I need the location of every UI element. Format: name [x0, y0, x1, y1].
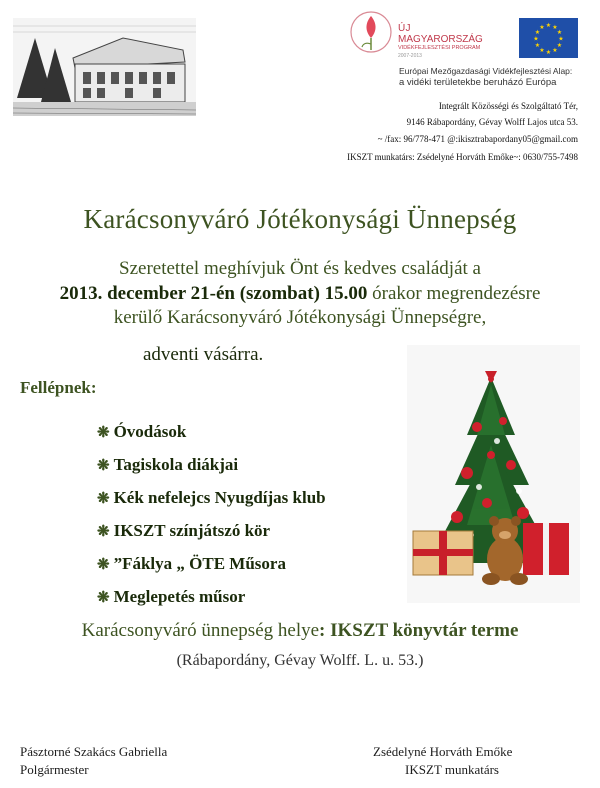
performer-name: Meglepetés műsor: [113, 587, 246, 606]
performer-item: [97, 587, 245, 607]
contact-staff: IKSZT munkatárs: Zsédelyné Horváth Emőke~: 0630/755-7498: [347, 152, 578, 162]
svg-text:★: ★: [534, 29, 541, 36]
svg-text:★: ★: [556, 42, 563, 49]
location-prefix: Karácsonyváró ünnepség helye: [81, 620, 320, 641]
event-location: [0, 620, 600, 642]
performer-item: [97, 488, 326, 508]
performer-name: Óvodások: [113, 422, 187, 441]
contact-address: 9146 Rábapordány, Gévay Wolff Lajos utca 53.: [406, 117, 578, 127]
svg-text:★: ★: [558, 35, 564, 43]
snowflake-bullet-icon: ❋: [97, 491, 110, 507]
logo-subtitle: VIDÉKFEJLESZTÉSI PROGRAM: [398, 45, 481, 51]
snowflake-bullet-icon: ❋: [97, 590, 110, 606]
svg-text:★: ★: [534, 42, 541, 49]
svg-text:★: ★: [545, 22, 552, 29]
performer-name: ”Fáklya „ ÖTE Műsora: [113, 554, 286, 573]
performer-name: IKSZT színjátszó kör: [113, 521, 271, 540]
invitation-line3: kerülő Karácsonyváró Jótékonysági Ünnepségre,: [113, 307, 487, 328]
performers-label: Fellépnek:: [20, 378, 97, 397]
performer-item: [97, 455, 238, 475]
signature-left-role: Polgármester: [20, 762, 89, 777]
building-sketch-image: [13, 18, 196, 116]
svg-text:★: ★: [539, 47, 545, 54]
svg-text:★: ★: [533, 35, 539, 43]
logo-title-line2: MAGYARORSZÁG: [398, 34, 483, 45]
signature-right-role: IKSZT munkatárs: [405, 762, 499, 777]
performer-item: [97, 521, 270, 541]
logo-years: 2007-2013: [398, 53, 422, 59]
snowflake-bullet-icon: ❋: [97, 524, 110, 540]
invitation-line2: [0, 283, 600, 305]
snowflake-bullet-icon: ❋: [97, 557, 110, 573]
performer-item: [97, 422, 186, 442]
invitation-line1: Szeretettel meghívjuk Önt és kedves családját a: [119, 258, 481, 279]
svg-text:★: ★: [545, 49, 552, 56]
event-date: 2013. december 21-én (szombat) 15.00: [59, 283, 368, 304]
performer-name: Tagiskola diákjai: [113, 455, 239, 474]
signature-right-name: Zsédelyné Horváth Emőke: [373, 744, 513, 759]
event-title: Karácsonyváró Jótékonysági Ünnepség: [83, 204, 517, 234]
snowflake-bullet-icon: ❋: [97, 425, 110, 441]
event-address: (Rábapordány, Gévay Wolff. L. u. 53.): [176, 652, 424, 669]
svg-text:★: ★: [552, 24, 558, 31]
performer-name: Kék nefelejcs Nyugdíjas klub: [113, 488, 326, 507]
contact-org: Integrált Közösségi és Szolgáltató Tér,: [438, 101, 578, 111]
snowflake-bullet-icon: ❋: [97, 458, 110, 474]
performer-item: [97, 554, 286, 574]
logo-title-line1: ÚJ: [398, 23, 411, 34]
contact-phone-email: ~ /fax: 96/778-471 @:ikisztrabapordany05@gmail.com: [377, 134, 578, 144]
location-place: IKSZT könyvtár terme: [325, 620, 519, 641]
svg-text:★: ★: [556, 29, 563, 36]
christmas-tree-image: [407, 345, 580, 603]
location-colon: :: [319, 620, 326, 641]
uj-magyarorszag-logo-icon: [348, 8, 394, 56]
svg-text:★: ★: [539, 24, 545, 31]
eu-fund-line2: a vidéki területekbe beruházó Európa: [399, 77, 557, 88]
invitation-line4: adventi vásárra.: [143, 344, 264, 365]
svg-text:★: ★: [552, 47, 558, 54]
invitation-line2-rest: órakor megrendezésre: [367, 283, 541, 304]
eu-fund-line1: Európai Mezőgazdasági Vidékfejlesztési Alap:: [399, 66, 573, 76]
signature-left-name: Pásztorné Szakács Gabriella: [20, 744, 168, 759]
eu-flag-icon: [519, 18, 578, 58]
